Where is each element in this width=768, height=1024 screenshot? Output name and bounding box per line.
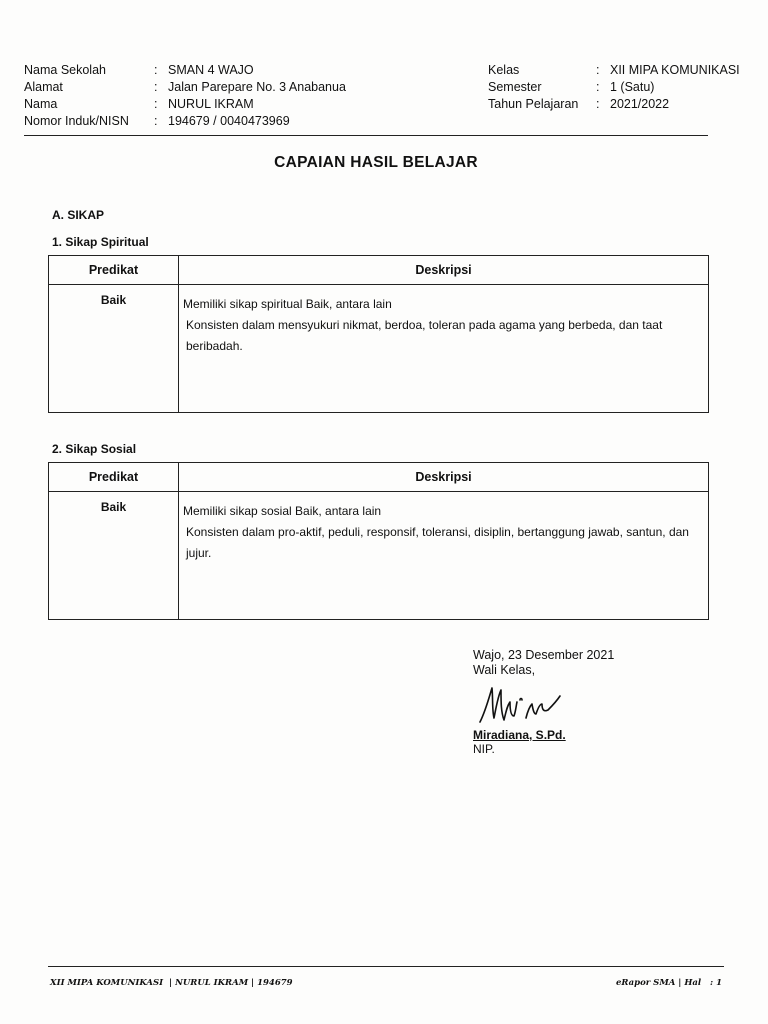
- table-row: [49, 492, 709, 620]
- info-separator: :: [154, 114, 158, 128]
- info-row-nisn: [24, 113, 346, 130]
- handwritten-signature: [476, 680, 566, 728]
- header-divider: [24, 135, 708, 136]
- info-label: Nomor Induk/NISN: [24, 114, 129, 128]
- deskripsi-cell: [179, 492, 709, 620]
- info-label: Tahun Pelajaran: [488, 97, 579, 111]
- place-date: Wajo, 23 Desember 2021: [473, 648, 615, 662]
- footer-page-info: eRapor SMA | Hal : 1: [615, 978, 722, 988]
- info-row-year: [488, 96, 740, 113]
- column-header-predikat: Predikat: [49, 256, 179, 285]
- info-value: SMAN 4 WAJO: [168, 63, 254, 77]
- signature-block: [473, 648, 614, 678]
- section-heading-sosial: 2. Sikap Sosial: [52, 442, 137, 456]
- info-label: Semester: [488, 80, 542, 94]
- info-label: Nama Sekolah: [24, 63, 106, 77]
- info-separator: :: [596, 97, 600, 111]
- signer-nip: NIP.: [473, 742, 495, 756]
- info-separator: :: [596, 63, 600, 77]
- info-separator: :: [154, 80, 158, 94]
- info-value: 2021/2022: [610, 97, 670, 111]
- student-info: [24, 62, 346, 130]
- info-label: Alamat: [24, 80, 63, 94]
- table-row: [49, 285, 709, 413]
- sosial-table: [48, 462, 709, 620]
- table-header-row: [49, 463, 709, 492]
- deskripsi-line: Memiliki sikap spiritual Baik, antara lain: [183, 297, 392, 311]
- table-header-row: [49, 256, 709, 285]
- info-value: 194679 / 0040473969: [168, 114, 290, 128]
- info-value: 1 (Satu): [610, 80, 655, 94]
- info-separator: :: [154, 63, 158, 77]
- predikat-cell: Baik: [49, 285, 179, 413]
- column-header-deskripsi: Deskripsi: [179, 463, 709, 492]
- info-label: Kelas: [488, 63, 520, 77]
- footer-divider: [48, 966, 724, 967]
- deskripsi-line: Memiliki sikap sosial Baik, antara lain: [183, 504, 382, 518]
- signer-role: Wali Kelas,: [473, 663, 536, 677]
- footer-student-info: XII MIPA KOMUNIKASI | NURUL IKRAM | 194679: [50, 978, 293, 988]
- signer-name: Miradiana, S.Pd.: [473, 728, 566, 742]
- deskripsi-line: Konsisten dalam mensyukuri nikmat, berdoa, toleran pada agama yang berbeda, dan taat beribadah.: [186, 318, 663, 353]
- info-label: Nama: [24, 97, 58, 111]
- class-info: [488, 62, 740, 113]
- spiritual-table: [48, 255, 709, 413]
- section-heading-spiritual: 1. Sikap Spiritual: [52, 235, 149, 249]
- column-header-predikat: Predikat: [49, 463, 179, 492]
- info-value: NURUL IKRAM: [168, 97, 254, 111]
- info-row-name: [24, 96, 346, 113]
- info-row-school: [24, 62, 346, 79]
- info-row-semester: [488, 79, 740, 96]
- info-value: XII MIPA KOMUNIKASI: [610, 63, 740, 77]
- info-row-class: [488, 62, 740, 79]
- info-separator: :: [596, 80, 600, 94]
- predikat-cell: Baik: [49, 492, 179, 620]
- deskripsi-cell: [179, 285, 709, 413]
- info-separator: :: [154, 97, 158, 111]
- info-row-address: [24, 79, 346, 96]
- section-heading-sikap: A. SIKAP: [52, 208, 105, 222]
- column-header-deskripsi: Deskripsi: [179, 256, 709, 285]
- info-value: Jalan Parepare No. 3 Anabanua: [168, 80, 346, 94]
- page-title: CAPAIAN HASIL BELAJAR: [274, 154, 478, 171]
- deskripsi-line: Konsisten dalam pro-aktif, peduli, responsif, toleransi, disiplin, bertanggung jawab, santun, dan jujur.: [186, 525, 689, 560]
